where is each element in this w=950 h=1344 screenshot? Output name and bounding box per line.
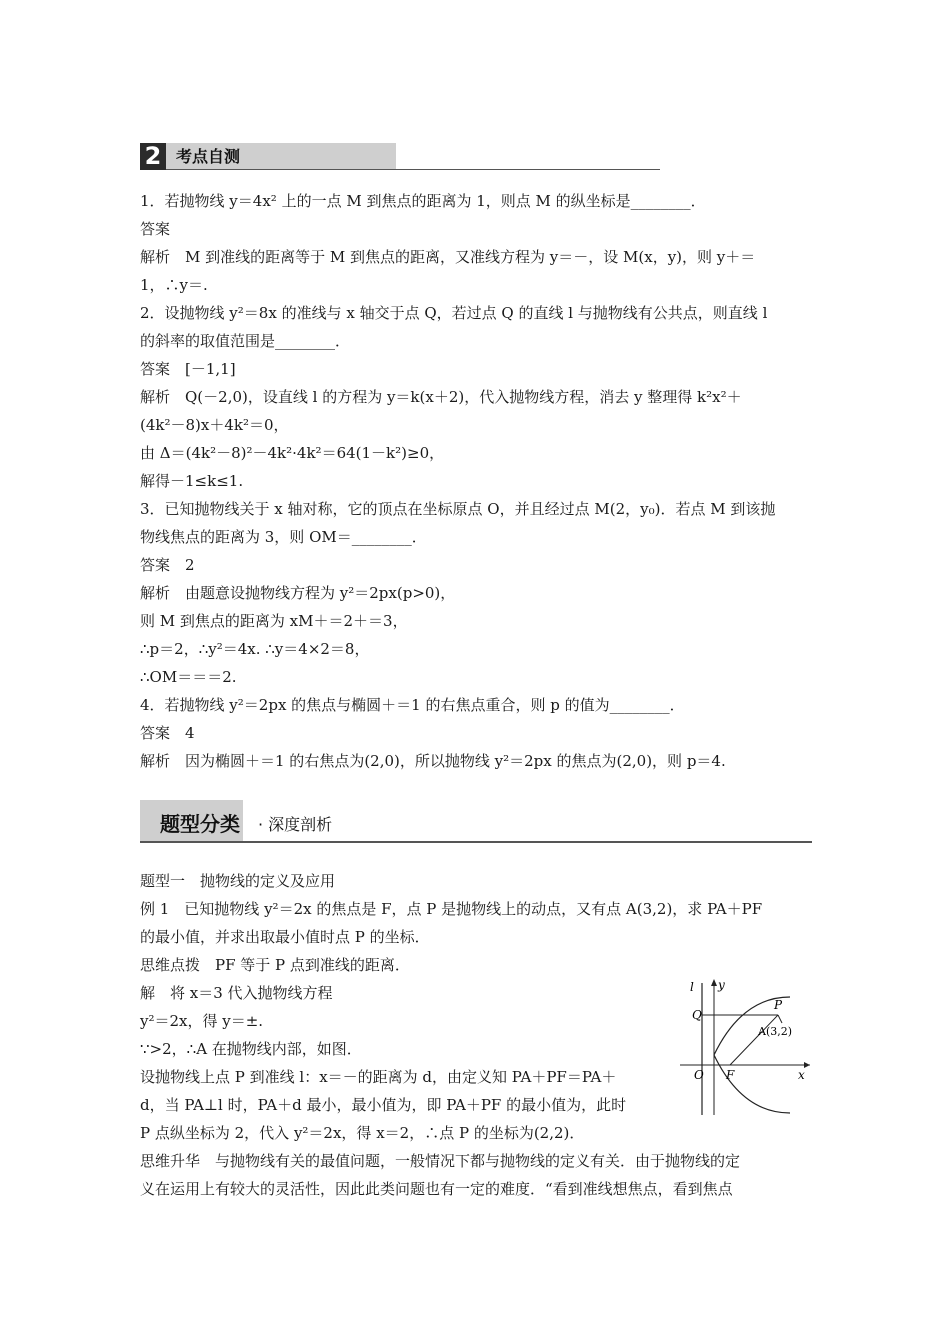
text-line: 思维升华 与抛物线有关的最值问题，一般情况下都与抛物线的定义有关．由于抛物线的定 <box>140 1152 741 1170</box>
text-line: 解析 M 到准线的距离等于 M 到焦点的距离，又准线方程为 y＝－，设 M(x，y)，则 y＋＝ <box>140 248 756 266</box>
text-line: 例 1 已知抛物线 y²＝2x 的焦点是 F，点 P 是抛物线上的动点，又有点 A(3,2)，求 PA＋PF <box>140 900 763 918</box>
label-o: O <box>694 1068 704 1082</box>
label-a: A(3,2) <box>758 1025 793 1038</box>
section-rule <box>166 169 660 170</box>
text-line: 3．已知抛物线关于 x 轴对称，它的顶点在坐标原点 O，并且经过点 M(2，y₀)．若点 M 到该抛 <box>140 500 776 518</box>
text-line: 解 将 x＝3 代入抛物线方程 <box>140 984 333 1002</box>
text-line: d，当 PA⊥l 时，PA＋d 最小，最小值为，即 PA＋PF 的最小值为，此时 <box>140 1096 627 1114</box>
text-line: 1．若抛物线 y＝4x² 上的一点 M 到焦点的距离为 1，则点 M 的纵坐标是________． <box>140 192 706 210</box>
section-title: 题型分类 <box>160 812 240 836</box>
label-p: P <box>774 998 783 1012</box>
text-line: ∵>2，∴A 在抛物线内部，如图． <box>140 1040 362 1058</box>
label-f: F <box>726 1068 735 1082</box>
text-line: (4k²－8)x＋4k²＝0， <box>140 416 289 434</box>
text-line: 解析 因为椭圆＋＝1 的右焦点为(2,0)，所以抛物线 y²＝2px 的焦点为(2,0)，则 p＝4. <box>140 752 726 770</box>
parabola-figure <box>670 975 815 1120</box>
text-line: 设抛物线上点 P 到准线 l：x＝－的距离为 d，由定义知 PA＋PF＝PA＋ <box>140 1068 617 1086</box>
text-line: 的斜率的取值范围是________． <box>140 332 351 350</box>
text-line: 答案 4 <box>140 724 195 742</box>
y-axis-arrow <box>711 979 717 986</box>
text-line: 解析 由题意设抛物线方程为 y²＝2px(p>0)， <box>140 584 456 602</box>
section-title: 考点自测 <box>176 147 241 166</box>
text-line: 则 M 到焦点的距离为 xM＋＝2＋＝3， <box>140 612 408 630</box>
text-line: ∴p＝2，∴y²＝4x. ∴y＝4×2＝8， <box>140 640 370 658</box>
text-line: 答案 [－1,1] <box>140 360 236 378</box>
text-line: 解析 Q(－2,0)，设直线 l 的方程为 y＝k(x＋2)，代入抛物线方程，消去 y 整理得 k²x²＋ <box>140 388 742 406</box>
text-line: y²＝2x，得 y＝±. <box>140 1012 264 1030</box>
text-line: ∴OM＝＝＝2. <box>140 668 237 686</box>
text-line: 2．设抛物线 y²＝8x 的准线与 x 轴交于点 Q，若过点 Q 的直线 l 与抛物线有公共点，则直线 l <box>140 304 768 322</box>
text-line: 题型一 抛物线的定义及应用 <box>140 872 336 890</box>
text-line: P 点纵坐标为 2，代入 y²＝2x，得 x＝2，∴点 P 的坐标为(2,2)． <box>140 1124 585 1142</box>
text-line: 答案 2 <box>140 556 195 574</box>
text-line: 答案 <box>140 220 171 238</box>
text-line: 解得－1≤k≤1. <box>140 472 244 490</box>
text-line: 义在运用上有较大的灵活性，因此此类问题也有一定的难度．“看到准线想焦点，看到焦点 <box>140 1180 733 1198</box>
section-subtitle: · 深度剖析 <box>258 815 333 834</box>
label-l: l <box>690 980 694 994</box>
label-q: Q <box>692 1008 702 1022</box>
section-header-self-test <box>140 143 520 171</box>
text-line: 物线焦点的距离为 3，则 OM＝________． <box>140 528 427 546</box>
parabola-curve <box>714 997 793 1113</box>
segment-pa <box>778 1015 782 1023</box>
text-line: 4．若抛物线 y²＝2px 的焦点与椭圆＋＝1 的右焦点重合，则 p 的值为________． <box>140 696 685 714</box>
section-number: 2 <box>140 143 166 170</box>
text-line: 由 Δ＝(4k²－8)²－4k²·4k²＝64(1－k²)≥0， <box>140 444 445 462</box>
x-axis-arrow <box>804 1062 810 1068</box>
text-line: 1，∴y＝. <box>140 276 208 294</box>
segment-pf <box>730 1015 778 1065</box>
section-header-types <box>140 800 812 844</box>
label-x: x <box>798 1068 805 1082</box>
text-line: 的最小值，并求出取最小值时点 P 的坐标． <box>140 928 430 946</box>
text-line: 思维点拨 PF 等于 P 点到准线的距离． <box>140 956 410 974</box>
section-rule <box>140 841 812 843</box>
label-y: y <box>718 978 725 992</box>
